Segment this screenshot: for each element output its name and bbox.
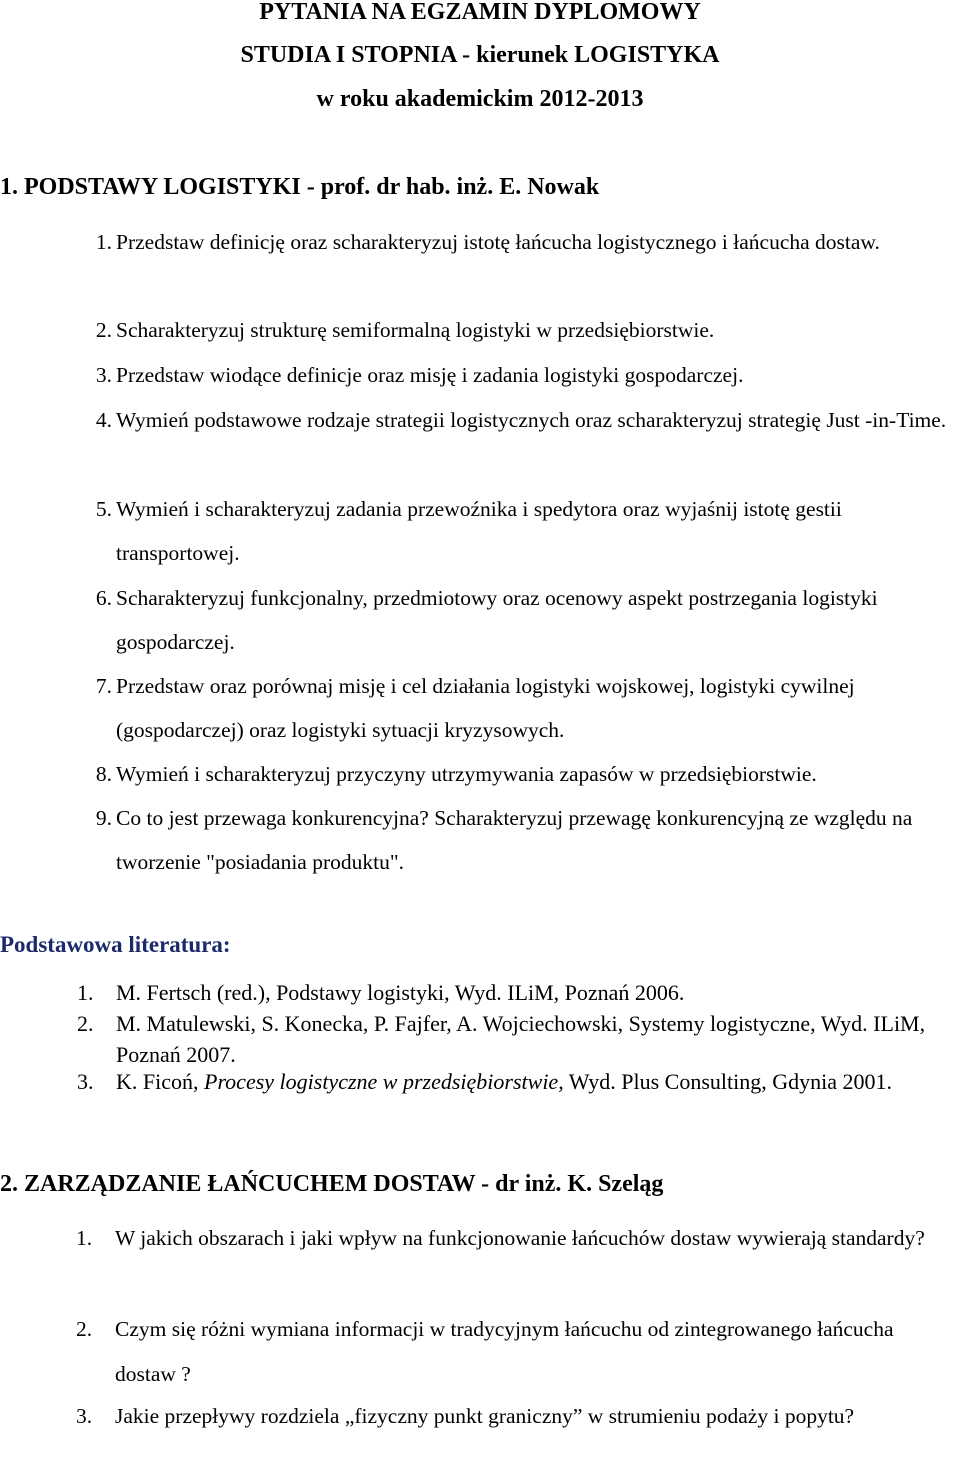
document-title: PYTANIA NA EGZAMIN DYPLOMOWY	[259, 0, 701, 25]
question-number: 2.	[76, 1317, 93, 1341]
question-text: Wymień i scharakteryzuj zadania przewoźnika i spedytora oraz wyjaśnij istotę gestii transportowej.	[116, 497, 842, 565]
literature-heading: Podstawowa literatura:	[0, 932, 231, 957]
question-text: Przedstaw definicję oraz scharakteryzuj istotę łańcucha logistycznego i łańcucha dostaw.	[116, 230, 880, 254]
section-1-question	[95, 220, 956, 264]
question-number: 4.	[95, 408, 112, 432]
section-1-question	[95, 398, 956, 442]
section-2-question	[76, 1216, 960, 1261]
question-number: 3.	[95, 363, 112, 387]
section-1-question	[95, 576, 956, 664]
section-2-question	[76, 1307, 955, 1397]
literature-number: 2.	[77, 1011, 94, 1036]
literature-number: 3.	[77, 1069, 94, 1094]
question-number: 1.	[95, 230, 112, 254]
question-number: 9.	[95, 806, 112, 830]
literature-book-title: Procesy logistyczne w przedsiębiorstwie,	[204, 1069, 564, 1094]
question-number: 3.	[76, 1404, 93, 1428]
question-number: 5.	[95, 497, 112, 521]
question-text: Wymień i scharakteryzuj przyczyny utrzymywania zapasów w przedsiębiorstwie.	[116, 762, 817, 786]
question-number: 2.	[95, 318, 112, 342]
question-text: Scharakteryzuj strukturę semiformalną logistyki w przedsiębiorstwie.	[116, 318, 715, 342]
question-number: 6.	[95, 586, 112, 610]
question-text: W jakich obszarach i jaki wpływ na funkcjonowanie łańcuchów dostaw wywierają standardy?	[115, 1226, 925, 1250]
question-number: 7.	[95, 674, 112, 698]
literature-item	[77, 1008, 946, 1070]
literature-number: 1.	[77, 980, 94, 1005]
literature-text: M. Matulewski, S. Konecka, P. Fajfer, A. Wojciechowski, Systemy logistyczne, Wyd. ILiM, Poznań 2007.	[116, 1011, 926, 1067]
section-1-question	[95, 664, 956, 752]
literature-item	[77, 977, 946, 1008]
question-text: Scharakteryzuj funkcjonalny, przedmiotowy oraz ocenowy aspekt postrzegania logistyki gospodarczej.	[116, 586, 878, 654]
literature-publisher: Wyd. Plus Consulting, Gdynia 2001.	[563, 1069, 892, 1094]
academic-year: w roku akademickim 2012-2013	[316, 86, 644, 112]
question-text: Wymień podstawowe rodzaje strategii logistycznych oraz scharakteryzuj strategię Just -in-Time.	[116, 408, 947, 432]
question-text: Czym się różni wymiana informacji w tradycyjnym łańcuchu od zintegrowanego łańcucha dostaw ?	[115, 1317, 894, 1386]
literature-text: M. Fertsch (red.), Podstawy logistyki, Wyd. ILiM, Poznań 2006.	[116, 980, 685, 1005]
question-number: 8.	[95, 762, 112, 786]
question-text: Przedstaw oraz porównaj misję i cel działania logistyki wojskowej, logistyki cywilnej (gospodarczej) oraz logistyki sytuacji kryzysowych.	[116, 674, 855, 742]
section-1-question	[95, 487, 956, 575]
question-text: Co to jest przewaga konkurencyjna? Scharakteryzuj przewagę konkurencyjną ze względu na tworzenie "posiadania produktu".	[116, 806, 913, 874]
section-2-question	[76, 1394, 905, 1439]
question-text: Jakie przepływy rozdziela „fizyczny punkt graniczny” w strumieniu podaży i popytu?	[115, 1404, 855, 1428]
section-1-title: 1. PODSTAWY LOGISTYKI - prof. dr hab. inż. E. Nowak	[0, 174, 600, 200]
literature-text: K. Ficoń,	[116, 1069, 204, 1094]
document-subtitle: STUDIA I STOPNIA - kierunek LOGISTYKA	[240, 42, 720, 68]
section-1-question	[95, 752, 956, 796]
question-number: 1.	[76, 1226, 93, 1250]
question-text: Przedstaw wiodące definicje oraz misję i zadania logistyki gospodarczej.	[116, 363, 744, 387]
section-1-question	[95, 796, 956, 884]
section-2-title: 2. ZARZĄDZANIE ŁAŃCUCHEM DOSTAW - dr inż. K. Szeląg	[0, 1171, 664, 1197]
section-1-question	[95, 308, 956, 352]
section-1-question	[95, 353, 956, 397]
literature-item	[77, 1066, 946, 1097]
